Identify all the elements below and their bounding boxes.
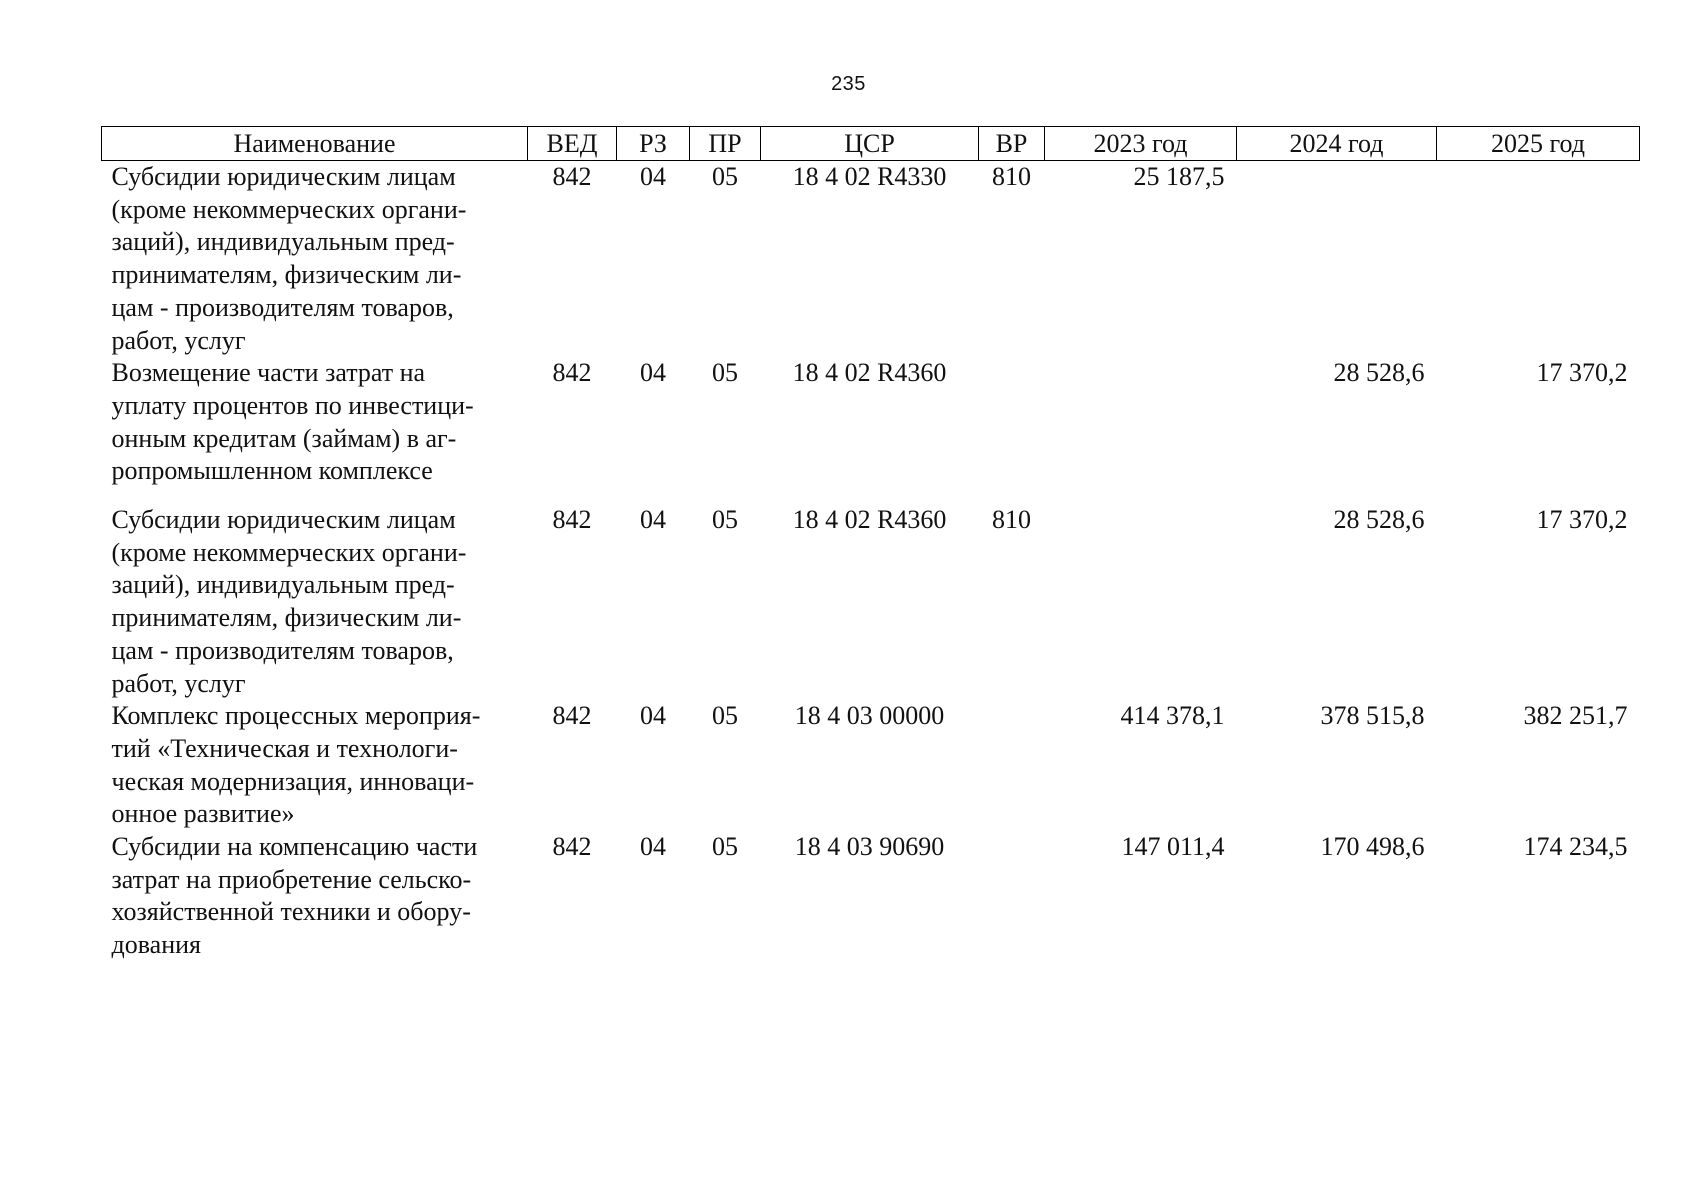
row-name-line: принимателям, физическим ли- — [111, 260, 462, 290]
table-row — [102, 161, 1640, 358]
row-name-line: ческая модернизация, инноваци- — [111, 766, 475, 796]
row-name-line: заций), индивидуальным пред- — [111, 227, 455, 257]
row-ved: 842 — [552, 358, 592, 388]
row-vr — [979, 357, 1045, 488]
header-csr: ЦСР — [761, 127, 979, 161]
row-vr: 810 — [992, 505, 1031, 535]
row-vr — [979, 700, 1045, 831]
row-name-line: цам - производителям товаров, — [111, 292, 454, 322]
table-header — [102, 127, 1640, 161]
row-2024: 28 528,6 — [1333, 505, 1425, 535]
header-ved: ВЕД — [528, 127, 617, 161]
header-2025: 2025 год — [1437, 127, 1640, 161]
row-2024: 28 528,6 — [1333, 358, 1425, 388]
row-2023: 25 187,5 — [1133, 162, 1225, 191]
row-vr — [979, 831, 1045, 962]
row-name-line: работ, услуг — [111, 668, 246, 698]
row-csr: 18 4 03 90690 — [794, 832, 945, 862]
row-pr: 05 — [712, 701, 738, 731]
row-ved: 842 — [552, 832, 592, 862]
row-name-line: Комплекс процессных мероприя- — [111, 701, 481, 731]
row-2024 — [1237, 161, 1437, 358]
row-vr: 810 — [992, 162, 1031, 191]
row-name-line: затрат на приобретение сельско- — [111, 864, 472, 894]
row-2024: 378 515,8 — [1320, 701, 1425, 731]
row-csr: 18 4 02 R4330 — [792, 162, 947, 191]
row-rz: 04 — [640, 162, 666, 191]
row-name-line: хозяйственной техники и обору- — [111, 897, 471, 927]
row-ved: 842 — [552, 701, 592, 731]
row-pr: 05 — [712, 358, 738, 388]
row-name — [102, 161, 528, 358]
row-name-line: заций), индивидуальным пред- — [111, 570, 455, 600]
budget-table — [101, 126, 1640, 962]
row-name-line: (кроме некоммерческих органи- — [111, 194, 467, 224]
header-2023: 2023 год — [1045, 127, 1237, 161]
row-name-line: работ, услуг — [111, 325, 246, 355]
row-spacer — [102, 488, 1640, 504]
row-name-line: Субсидии юридическим лицам — [111, 162, 456, 191]
row-csr: 18 4 02 R4360 — [792, 358, 947, 388]
row-csr: 18 4 02 R4360 — [792, 505, 947, 535]
row-pr: 05 — [712, 162, 738, 191]
row-pr: 05 — [712, 832, 738, 862]
page-number: 235 — [831, 73, 866, 95]
row-2025: 382 251,7 — [1523, 701, 1628, 731]
row-2025: 17 370,2 — [1536, 505, 1628, 535]
row-2023: 147 011,4 — [1121, 832, 1225, 862]
table-row — [102, 504, 1640, 700]
row-name-line: Субсидии юридическим лицам — [111, 505, 456, 535]
row-name — [102, 700, 528, 831]
table-body — [102, 161, 1640, 962]
row-name-line: онным кредитам (займам) в аг- — [111, 423, 457, 453]
row-rz: 04 — [640, 701, 666, 731]
row-name-line: онное развитие» — [111, 799, 295, 829]
row-name-line: Возмещение части затрат на — [111, 358, 426, 388]
row-2024: 170 498,6 — [1320, 832, 1425, 862]
row-name-line: тий «Техническая и технологи- — [111, 733, 458, 763]
row-name-line: принимателям, физическим ли- — [111, 603, 462, 633]
row-rz: 04 — [640, 832, 666, 862]
row-ved: 842 — [552, 162, 592, 191]
row-name-line: дования — [111, 930, 201, 960]
row-name — [102, 357, 528, 488]
header-name: Наименование — [102, 127, 528, 161]
row-2023 — [1045, 357, 1237, 488]
row-2025: 174 234,5 — [1523, 832, 1628, 862]
row-2023 — [1045, 504, 1237, 700]
row-pr: 05 — [712, 505, 738, 535]
row-rz: 04 — [640, 505, 666, 535]
header-rz: РЗ — [617, 127, 690, 161]
table-row — [102, 357, 1640, 488]
table-row — [102, 700, 1640, 831]
row-name-line: ропромышленном комплексе — [111, 456, 433, 486]
row-2025: 17 370,2 — [1536, 358, 1628, 388]
row-name — [102, 831, 528, 962]
spacer-cell — [102, 488, 1640, 504]
row-ved: 842 — [552, 505, 592, 535]
row-2025 — [1437, 161, 1640, 358]
header-2024: 2024 год — [1237, 127, 1437, 161]
row-name-line: Субсидии на компенсацию части — [111, 832, 478, 862]
row-name — [102, 504, 528, 700]
table-row — [102, 831, 1640, 962]
row-2023: 414 378,1 — [1120, 701, 1225, 731]
row-rz: 04 — [640, 358, 666, 388]
header-vr: ВР — [979, 127, 1045, 161]
header-row — [102, 127, 1640, 161]
row-csr: 18 4 03 00000 — [794, 701, 945, 731]
header-pr: ПР — [690, 127, 761, 161]
row-name-line: (кроме некоммерческих органи- — [111, 537, 467, 567]
row-name-line: цам - производителям товаров, — [111, 635, 454, 665]
row-name-line: уплату процентов по инвестици- — [111, 390, 474, 420]
